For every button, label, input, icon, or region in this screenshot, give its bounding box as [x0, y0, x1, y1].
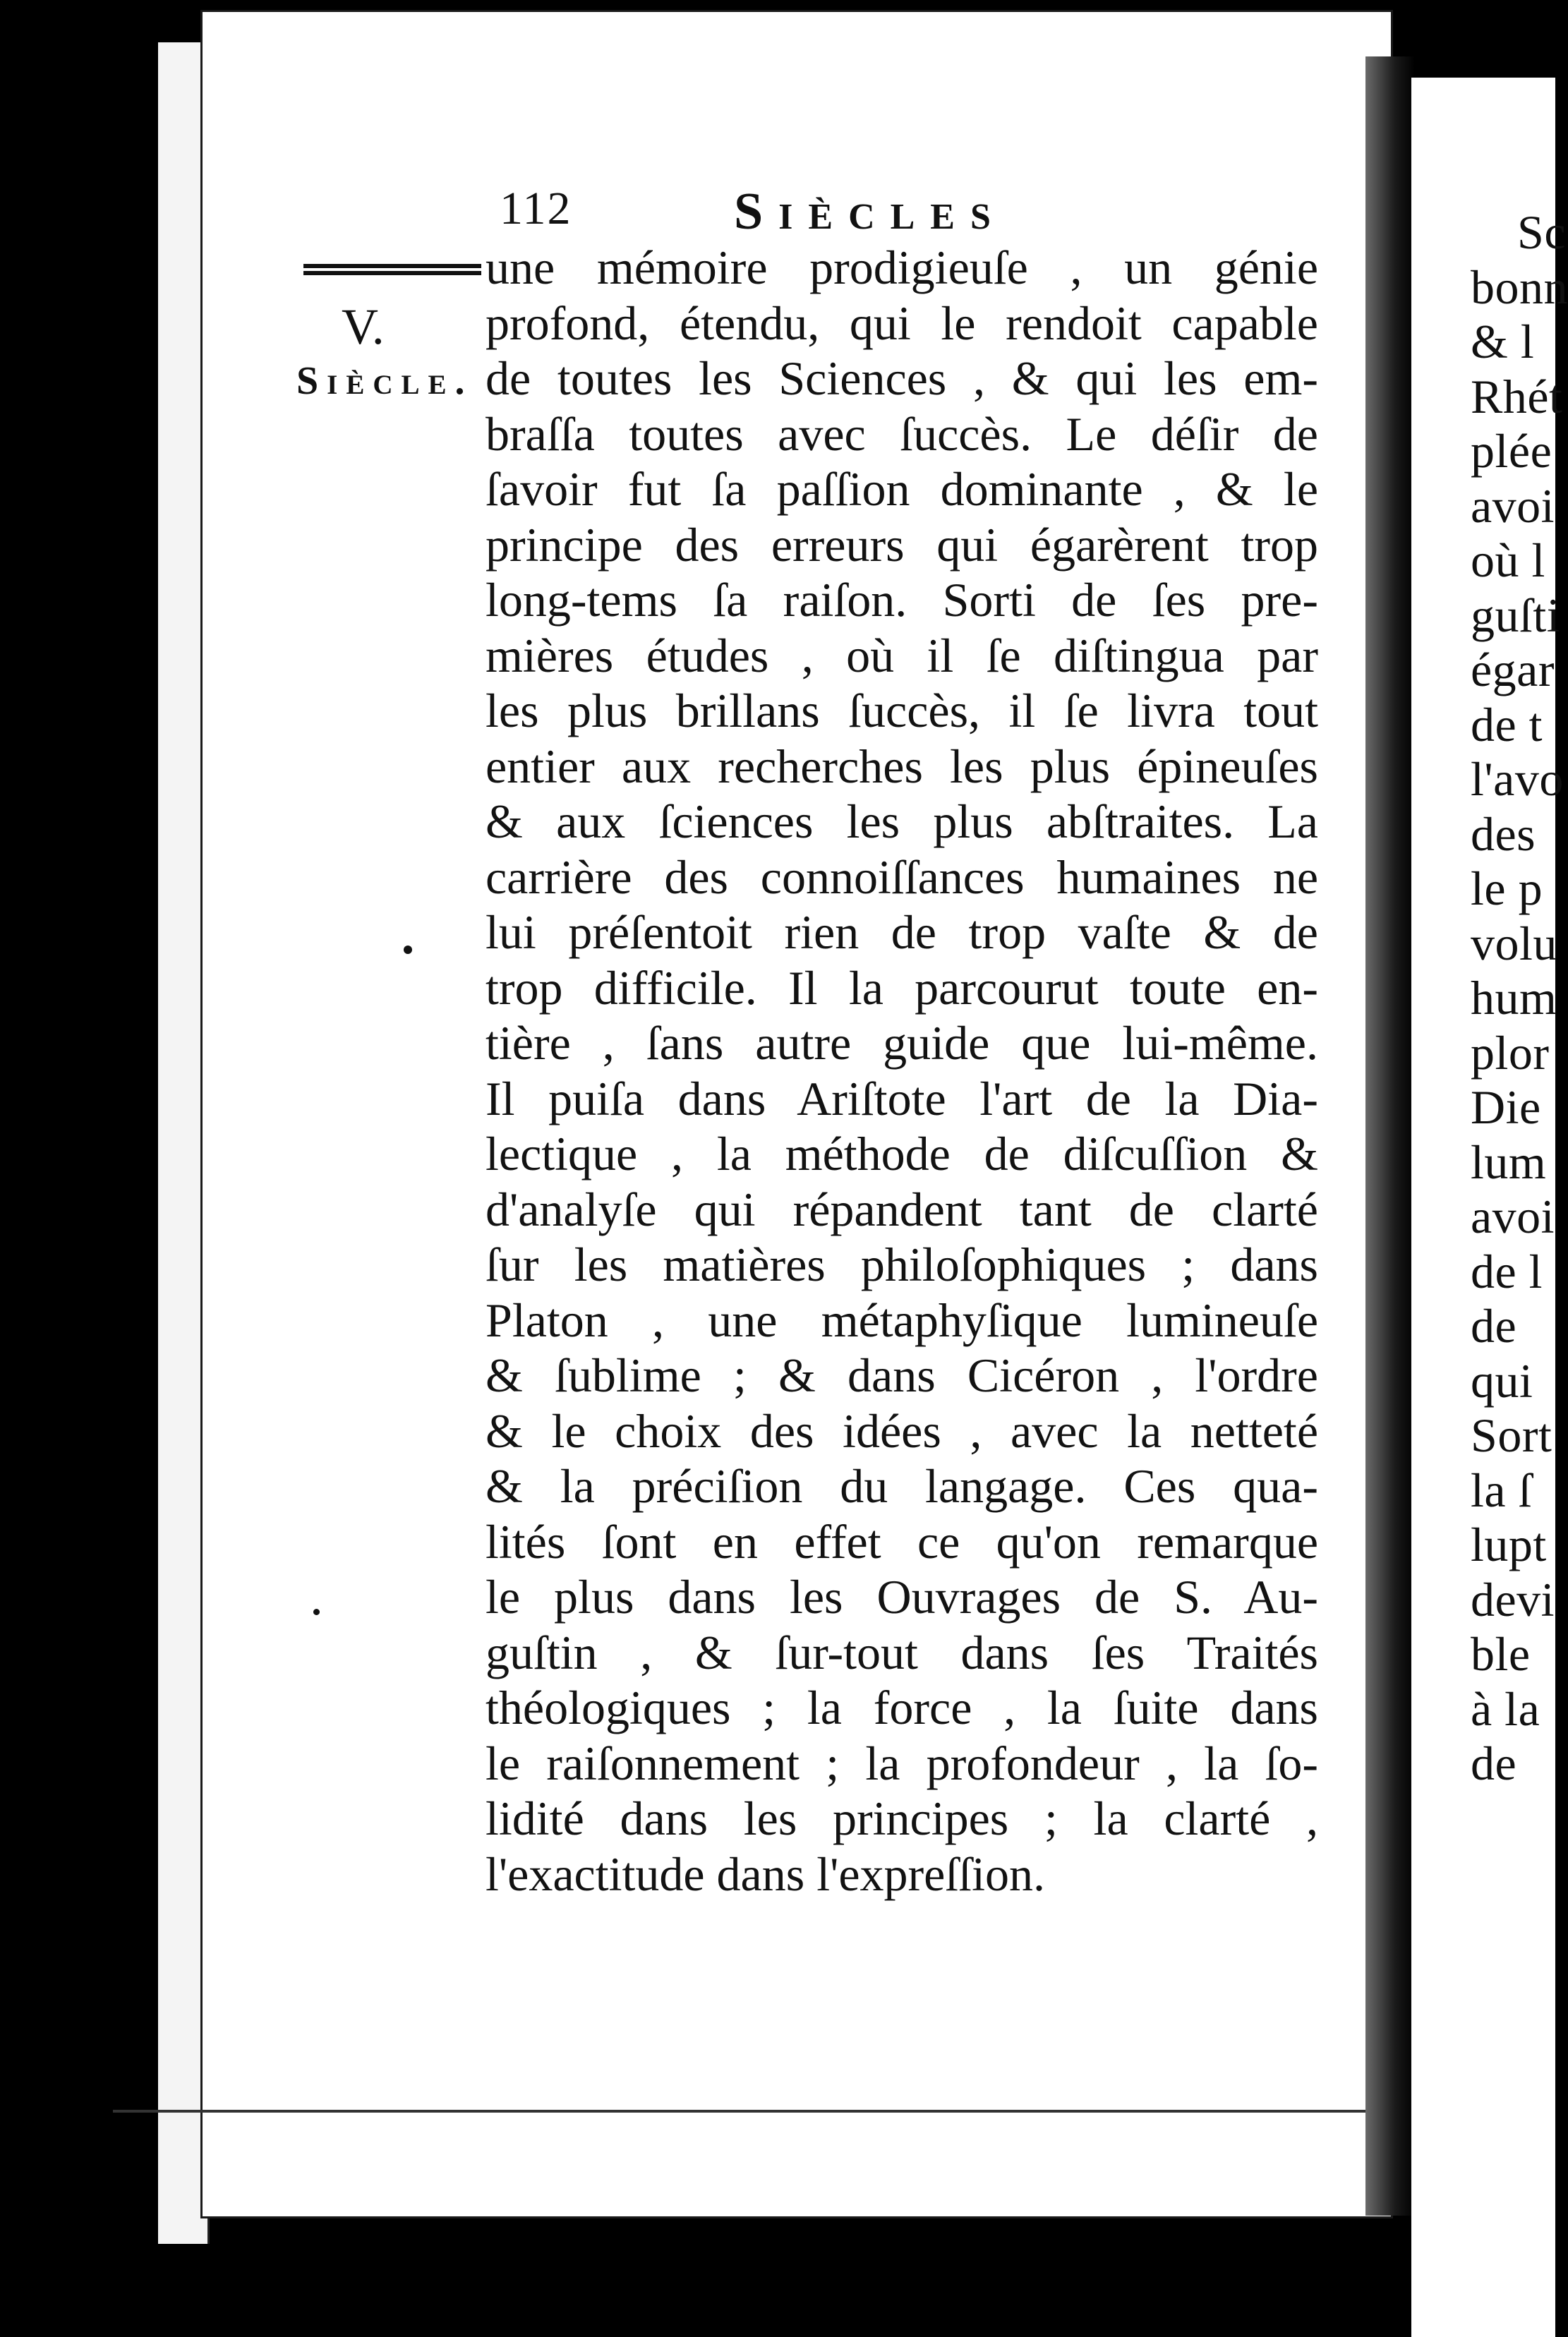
text-line: carrière des connoiſſances humaines ne — [486, 850, 1318, 904]
text-line: principe des erreurs qui égarèrent trop — [486, 517, 1318, 572]
facing-page-fragment: bonn — [1471, 260, 1568, 314]
text-line: trop difficile. Il la parcourut toute en- — [486, 960, 1318, 1015]
page-bottom-border — [113, 2110, 1369, 2113]
text-line: lui préſentoit rien de trop vaſte & de — [486, 905, 1318, 959]
margin-century-numeral: V. — [342, 298, 385, 355]
facing-page-fragment: de — [1471, 1299, 1517, 1353]
text-line: & aux ſciences les plus abſtraites. La — [486, 795, 1318, 848]
text-line: tière , ſans autre guide que lui-même. — [486, 1016, 1318, 1070]
facing-page-fragment: plor — [1471, 1025, 1550, 1080]
text-line: lidité dans les principes ; la clarté , — [486, 1792, 1318, 1845]
facing-page-fragment: Die — [1471, 1080, 1541, 1134]
text-line: Platon , une métaphyſique lumineuſe — [486, 1293, 1318, 1347]
facing-page-fragment: lum — [1471, 1135, 1547, 1189]
text-line: entier aux recherches les plus épineuſes — [486, 739, 1318, 793]
facing-page-fragment: lupt — [1471, 1518, 1547, 1571]
ink-speck — [404, 946, 412, 954]
text-line: ſur les matières philoſophiques ; dans — [486, 1238, 1318, 1291]
facing-page-fragment: ble — [1471, 1627, 1531, 1681]
facing-page-fragment: de t — [1471, 697, 1543, 751]
facing-page-fragment: la ſ — [1471, 1463, 1532, 1517]
text-line: d'analyſe qui répandent tant de clarté — [486, 1182, 1318, 1236]
text-line: & le choix des idées , avec la netteté — [486, 1403, 1318, 1458]
book-gutter-shadow — [1365, 56, 1415, 2216]
margin-century-label: Siècle. — [296, 359, 474, 403]
facing-page-fragment: le p — [1471, 862, 1543, 915]
facing-page-fragment: devi — [1471, 1572, 1555, 1626]
text-line: Il puiſa dans Ariſtote l'art de la Dia- — [486, 1071, 1318, 1125]
facing-page-fragment: hum — [1471, 971, 1557, 1025]
text-line: ſavoir fut ſa paſſion dominante , & le — [486, 462, 1318, 516]
body-text — [486, 240, 1318, 1902]
facing-page-fragment: & l — [1471, 315, 1535, 368]
text-line: mières études , où il ſe diſtingua par — [486, 628, 1318, 682]
text-line: & ſublime ; & dans Cicéron , l'ordre — [486, 1348, 1318, 1402]
facing-page-fragment: qui — [1471, 1353, 1533, 1408]
text-line: théologiques ; la force , la ſuite dans — [486, 1681, 1318, 1734]
text-line: les plus brillans ſuccès, il ſe livra tout — [486, 684, 1318, 737]
facing-page-fragment: de — [1471, 1737, 1517, 1790]
facing-page-fragment: des — [1471, 807, 1536, 861]
text-line: l'exactitude dans l'expreſſion. — [486, 1847, 1046, 1901]
facing-page-fragment: guſti — [1471, 588, 1561, 642]
facing-page-fragment: égar — [1471, 643, 1555, 696]
text-line: lités ſont en effet ce qu'on remarque — [486, 1514, 1318, 1569]
text-line: de toutes les Sciences , & qui les em- — [486, 351, 1318, 405]
facing-page-fragment: Sc — [1517, 205, 1566, 259]
facing-page-fragment: avoi — [1471, 478, 1555, 533]
facing-page — [1411, 78, 1568, 2337]
text-line: profond, étendu, qui le rendoit capable — [486, 296, 1318, 350]
facing-page-fragment: à la — [1471, 1681, 1540, 1736]
page-number: 112 — [500, 183, 572, 234]
facing-page-fragment: où l — [1471, 533, 1545, 587]
text-line: le plus dans les Ouvrages de S. Au- — [486, 1570, 1318, 1624]
facing-page-fragment: volu — [1471, 916, 1557, 970]
text-line: braſſa toutes avec ſuccès. Le déſir de — [486, 406, 1318, 461]
ink-speck — [313, 1609, 320, 1615]
facing-page-fragment: avoi — [1471, 1190, 1555, 1243]
facing-page-fragment: l'avo — [1471, 752, 1564, 806]
facing-page-fragment: Rhét — [1471, 369, 1563, 423]
facing-page-fragment: de l — [1471, 1244, 1543, 1298]
text-line: lectique , la méthode de diſcuſſion & — [486, 1127, 1318, 1180]
running-title: Siècles — [734, 183, 1006, 241]
text-line: guſtin , & ſur-tout dans ſes Traités — [486, 1625, 1318, 1679]
text-line: & la préciſion du langage. Ces qua- — [486, 1459, 1318, 1513]
text-line: une mémoire prodigieuſe , un génie — [486, 241, 1318, 294]
text-line: le raiſonnement ; la profondeur , la ſo- — [486, 1736, 1318, 1790]
text-line: long-tems ſa raiſon. Sorti de ſes pre- — [486, 573, 1318, 627]
margin-rule-ornament — [303, 264, 481, 282]
facing-page-fragment: plée — [1471, 424, 1552, 478]
facing-page-fragment: Sort — [1471, 1408, 1552, 1462]
